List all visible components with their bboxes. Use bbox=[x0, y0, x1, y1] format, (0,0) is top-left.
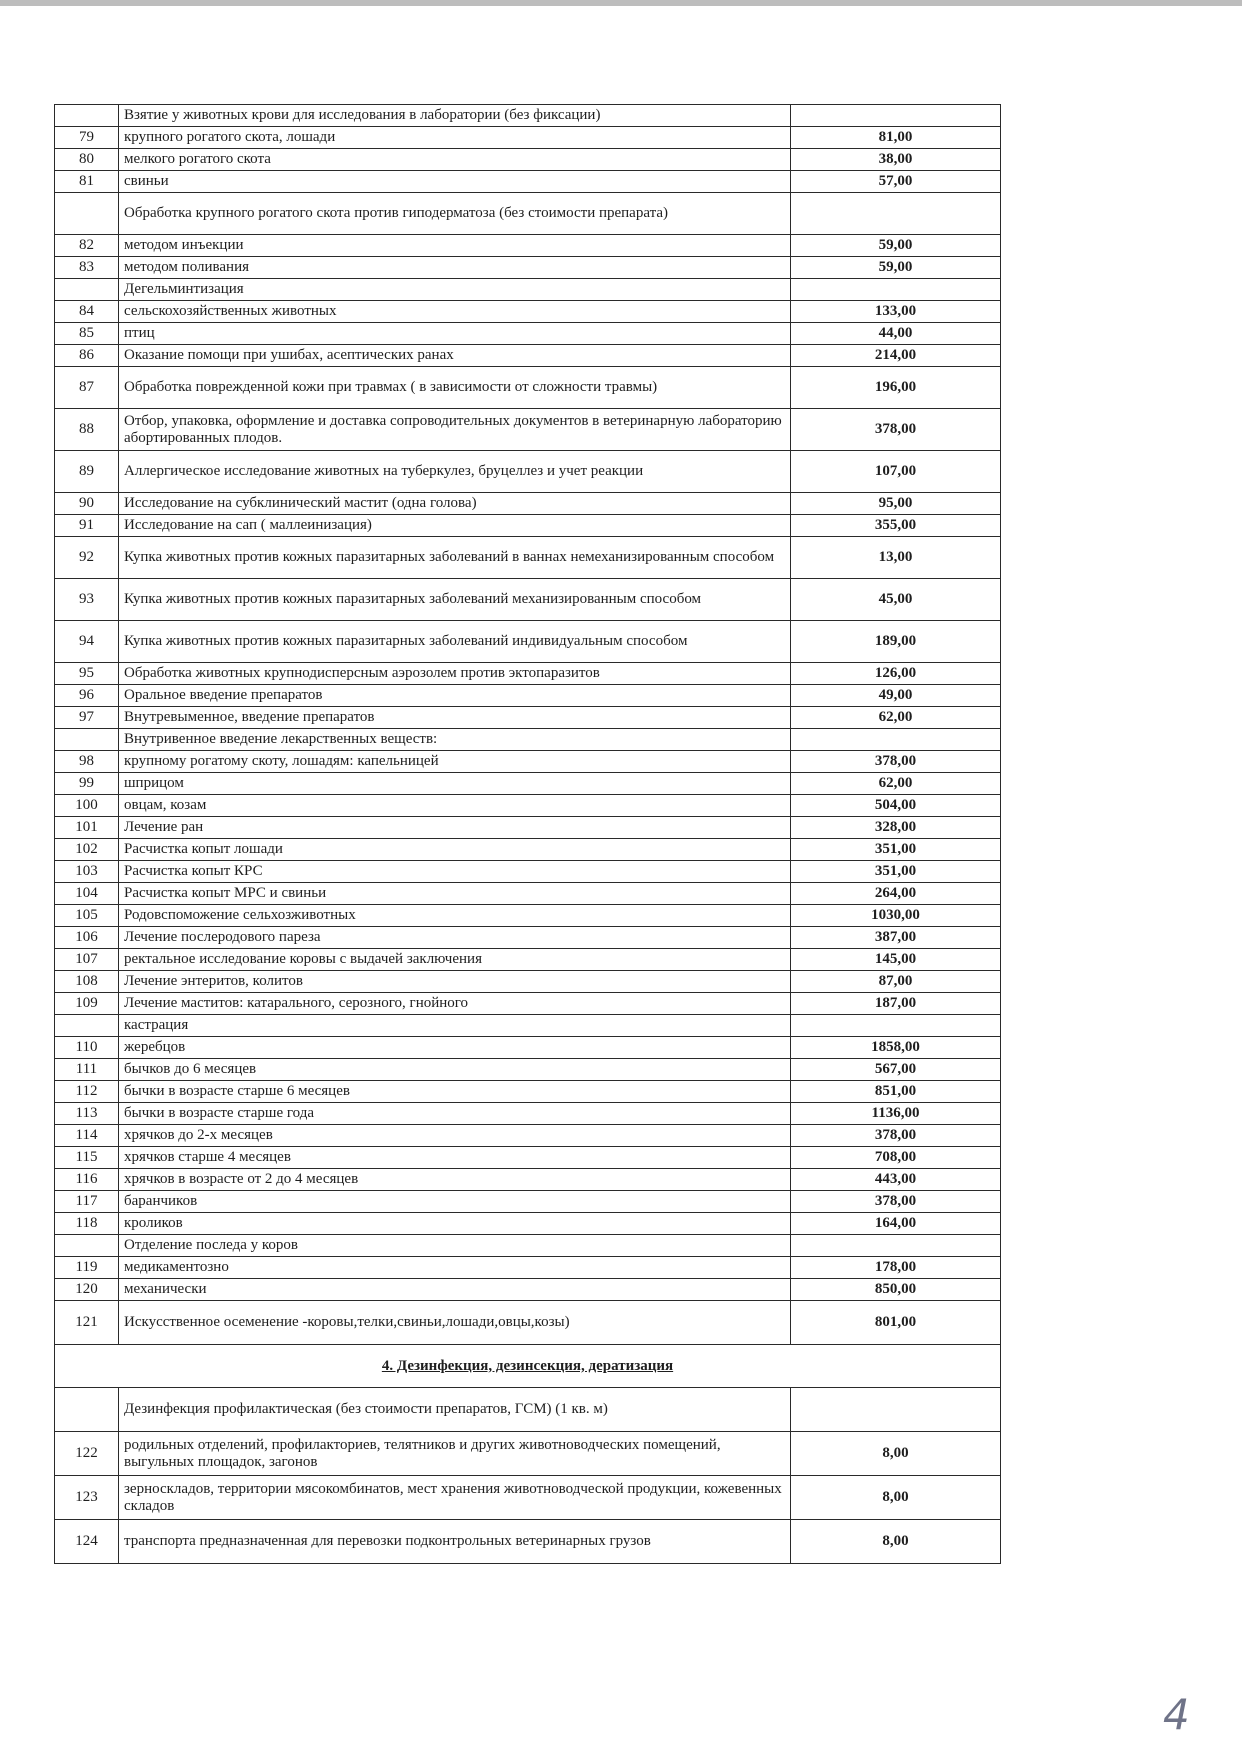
table-row bbox=[55, 927, 1001, 949]
table-row bbox=[55, 279, 1001, 301]
table-row bbox=[55, 1147, 1001, 1169]
row-number bbox=[55, 1015, 119, 1037]
service-price bbox=[791, 1235, 1001, 1257]
service-name: методом инъекции bbox=[119, 235, 791, 257]
service-name: шприцом bbox=[119, 773, 791, 795]
table-row bbox=[55, 1059, 1001, 1081]
service-name: Расчистка копыт МРС и свиньи bbox=[119, 883, 791, 905]
service-name: транспорта предназначенная для перевозки подконтрольных ветеринарных грузов bbox=[119, 1520, 791, 1564]
table-row bbox=[55, 663, 1001, 685]
table-row bbox=[55, 1432, 1001, 1476]
row-number bbox=[55, 1235, 119, 1257]
row-number: 96 bbox=[55, 685, 119, 707]
service-name: Лечение энтеритов, колитов bbox=[119, 971, 791, 993]
service-name: кроликов bbox=[119, 1213, 791, 1235]
table-row bbox=[55, 323, 1001, 345]
table-row bbox=[55, 1388, 1001, 1432]
row-number: 106 bbox=[55, 927, 119, 949]
service-price: 378,00 bbox=[791, 1125, 1001, 1147]
service-name: медикаментозно bbox=[119, 1257, 791, 1279]
service-name: Отделение последа у коров bbox=[119, 1235, 791, 1257]
row-number bbox=[55, 105, 119, 127]
service-name: крупному рогатому скоту, лошадям: капельницей bbox=[119, 751, 791, 773]
row-number: 86 bbox=[55, 345, 119, 367]
service-name: родильных отделений, профилакториев, телятников и других животноводческих помещений, выгульных площадок, загонов bbox=[119, 1432, 791, 1476]
row-number bbox=[55, 193, 119, 235]
service-name: Обработка поврежденной кожи при травмах ( в зависимости от сложности травмы) bbox=[119, 367, 791, 409]
service-price: 59,00 bbox=[791, 257, 1001, 279]
service-price: 164,00 bbox=[791, 1213, 1001, 1235]
row-number: 100 bbox=[55, 795, 119, 817]
table-row bbox=[55, 883, 1001, 905]
service-name: Исследование на сап ( маллеинизация) bbox=[119, 515, 791, 537]
service-name: овцам, козам bbox=[119, 795, 791, 817]
service-name: жеребцов bbox=[119, 1037, 791, 1059]
service-price: 13,00 bbox=[791, 537, 1001, 579]
row-number: 90 bbox=[55, 493, 119, 515]
row-number: 82 bbox=[55, 235, 119, 257]
service-name: Обработка крупного рогатого скота против гиподерматоза (без стоимости препарата) bbox=[119, 193, 791, 235]
service-name: Купка животных против кожных паразитарных заболеваний индивидуальным способом bbox=[119, 621, 791, 663]
service-name: сельскохозяйственных животных bbox=[119, 301, 791, 323]
table-row bbox=[55, 1103, 1001, 1125]
row-number: 101 bbox=[55, 817, 119, 839]
service-price: 57,00 bbox=[791, 171, 1001, 193]
service-price: 850,00 bbox=[791, 1279, 1001, 1301]
table-row bbox=[55, 1169, 1001, 1191]
service-name: мелкого рогатого скота bbox=[119, 149, 791, 171]
table-row bbox=[55, 537, 1001, 579]
row-number: 83 bbox=[55, 257, 119, 279]
table-row bbox=[55, 751, 1001, 773]
service-name: хрячков в возрасте от 2 до 4 месяцев bbox=[119, 1169, 791, 1191]
table-row bbox=[55, 451, 1001, 493]
table-row bbox=[55, 367, 1001, 409]
table-row bbox=[55, 149, 1001, 171]
service-name: Внутревыменное, введение препаратов bbox=[119, 707, 791, 729]
table-row bbox=[55, 1301, 1001, 1345]
service-name: Оральное введение препаратов bbox=[119, 685, 791, 707]
table-row bbox=[55, 839, 1001, 861]
row-number: 94 bbox=[55, 621, 119, 663]
row-number: 79 bbox=[55, 127, 119, 149]
table-row bbox=[55, 621, 1001, 663]
service-name: бычки в возрасте старше 6 месяцев bbox=[119, 1081, 791, 1103]
table-row bbox=[55, 127, 1001, 149]
table-row bbox=[55, 1037, 1001, 1059]
service-price: 133,00 bbox=[791, 301, 1001, 323]
table-row bbox=[55, 1476, 1001, 1520]
row-number: 124 bbox=[55, 1520, 119, 1564]
service-price: 62,00 bbox=[791, 707, 1001, 729]
service-name: хрячков до 2-х месяцев bbox=[119, 1125, 791, 1147]
row-number: 91 bbox=[55, 515, 119, 537]
row-number: 88 bbox=[55, 409, 119, 451]
service-price: 264,00 bbox=[791, 883, 1001, 905]
service-price: 62,00 bbox=[791, 773, 1001, 795]
service-price: 87,00 bbox=[791, 971, 1001, 993]
table-row bbox=[55, 193, 1001, 235]
service-name: Дезинфекция профилактическая (без стоимости препаратов, ГСМ) (1 кв. м) bbox=[119, 1388, 791, 1432]
row-number: 123 bbox=[55, 1476, 119, 1520]
row-number: 87 bbox=[55, 367, 119, 409]
table-row bbox=[55, 1235, 1001, 1257]
row-number: 117 bbox=[55, 1191, 119, 1213]
service-price: 8,00 bbox=[791, 1520, 1001, 1564]
table-row bbox=[55, 257, 1001, 279]
row-number: 121 bbox=[55, 1301, 119, 1345]
table-row bbox=[55, 1125, 1001, 1147]
table-row bbox=[55, 515, 1001, 537]
service-price: 355,00 bbox=[791, 515, 1001, 537]
table-row bbox=[55, 301, 1001, 323]
row-number bbox=[55, 1388, 119, 1432]
service-price: 107,00 bbox=[791, 451, 1001, 493]
service-name: хрячков старше 4 месяцев bbox=[119, 1147, 791, 1169]
service-price: 351,00 bbox=[791, 861, 1001, 883]
row-number: 111 bbox=[55, 1059, 119, 1081]
service-name: Лечение ран bbox=[119, 817, 791, 839]
service-price: 49,00 bbox=[791, 685, 1001, 707]
row-number: 102 bbox=[55, 839, 119, 861]
service-name: бычков до 6 месяцев bbox=[119, 1059, 791, 1081]
table-row bbox=[55, 235, 1001, 257]
service-price: 378,00 bbox=[791, 1191, 1001, 1213]
row-number: 99 bbox=[55, 773, 119, 795]
service-name: Искусственное осеменение -коровы,телки,свиньи,лошади,овцы,козы) bbox=[119, 1301, 791, 1345]
service-price bbox=[791, 105, 1001, 127]
service-price: 126,00 bbox=[791, 663, 1001, 685]
table-row bbox=[55, 905, 1001, 927]
row-number: 95 bbox=[55, 663, 119, 685]
service-name: Расчистка копыт лошади bbox=[119, 839, 791, 861]
row-number: 107 bbox=[55, 949, 119, 971]
row-number: 98 bbox=[55, 751, 119, 773]
table-row bbox=[55, 707, 1001, 729]
row-number: 80 bbox=[55, 149, 119, 171]
service-name: Отбор, упаковка, оформление и доставка сопроводительных документов в ветеринарную лабораторию абортированных плодов. bbox=[119, 409, 791, 451]
table-row bbox=[55, 105, 1001, 127]
row-number: 108 bbox=[55, 971, 119, 993]
service-name: Аллергическое исследование животных на туберкулез, бруцеллез и учет реакции bbox=[119, 451, 791, 493]
service-price: 38,00 bbox=[791, 149, 1001, 171]
row-number: 112 bbox=[55, 1081, 119, 1103]
price-list-table bbox=[54, 104, 1000, 1564]
service-name: Взятие у животных крови для исследования в лаборатории (без фиксации) bbox=[119, 105, 791, 127]
service-name: бычки в возрасте старше года bbox=[119, 1103, 791, 1125]
table-row bbox=[55, 1015, 1001, 1037]
row-number: 84 bbox=[55, 301, 119, 323]
row-number: 120 bbox=[55, 1279, 119, 1301]
service-price: 178,00 bbox=[791, 1257, 1001, 1279]
service-price: 328,00 bbox=[791, 817, 1001, 839]
service-price: 387,00 bbox=[791, 927, 1001, 949]
service-price bbox=[791, 729, 1001, 751]
row-number: 89 bbox=[55, 451, 119, 493]
table-row bbox=[55, 171, 1001, 193]
service-price: 81,00 bbox=[791, 127, 1001, 149]
row-number: 115 bbox=[55, 1147, 119, 1169]
service-price: 351,00 bbox=[791, 839, 1001, 861]
service-price: 95,00 bbox=[791, 493, 1001, 515]
service-name: Лечение послеродового пареза bbox=[119, 927, 791, 949]
table-row bbox=[55, 949, 1001, 971]
section-title: 4. Дезинфекция, дезинсекция, дератизация bbox=[55, 1345, 1001, 1388]
row-number: 92 bbox=[55, 537, 119, 579]
row-number: 103 bbox=[55, 861, 119, 883]
table-row bbox=[55, 861, 1001, 883]
scan-top-edge bbox=[0, 0, 1242, 6]
service-name: Внутривенное введение лекарственных веществ: bbox=[119, 729, 791, 751]
service-price: 801,00 bbox=[791, 1301, 1001, 1345]
service-name: птиц bbox=[119, 323, 791, 345]
table-row bbox=[55, 1081, 1001, 1103]
service-price: 851,00 bbox=[791, 1081, 1001, 1103]
service-name: Купка животных против кожных паразитарных заболеваний в ваннах немеханизированным способом bbox=[119, 537, 791, 579]
table-row bbox=[55, 993, 1001, 1015]
service-price: 145,00 bbox=[791, 949, 1001, 971]
service-price bbox=[791, 1015, 1001, 1037]
service-name: Лечение маститов: катарального, серозного, гнойного bbox=[119, 993, 791, 1015]
table-row bbox=[55, 795, 1001, 817]
table-row bbox=[55, 493, 1001, 515]
service-price: 44,00 bbox=[791, 323, 1001, 345]
service-name: крупного рогатого скота, лошади bbox=[119, 127, 791, 149]
table-row bbox=[55, 1191, 1001, 1213]
table-body bbox=[55, 105, 1001, 1564]
service-price: 567,00 bbox=[791, 1059, 1001, 1081]
table-row bbox=[55, 685, 1001, 707]
service-name: Родовспоможение сельхозживотных bbox=[119, 905, 791, 927]
row-number: 97 bbox=[55, 707, 119, 729]
service-price bbox=[791, 279, 1001, 301]
table-row bbox=[55, 409, 1001, 451]
service-price: 189,00 bbox=[791, 621, 1001, 663]
table-row bbox=[55, 1279, 1001, 1301]
row-number: 110 bbox=[55, 1037, 119, 1059]
row-number: 104 bbox=[55, 883, 119, 905]
service-name: Оказание помощи при ушибах, асептических ранах bbox=[119, 345, 791, 367]
service-price: 708,00 bbox=[791, 1147, 1001, 1169]
table-row bbox=[55, 971, 1001, 993]
service-price: 504,00 bbox=[791, 795, 1001, 817]
row-number bbox=[55, 279, 119, 301]
service-name: зерноскладов, территории мясокомбинатов, мест хранения животноводческой продукции, кожевенных складов bbox=[119, 1476, 791, 1520]
service-price: 378,00 bbox=[791, 409, 1001, 451]
row-number: 109 bbox=[55, 993, 119, 1015]
row-number: 114 bbox=[55, 1125, 119, 1147]
service-price: 187,00 bbox=[791, 993, 1001, 1015]
service-price: 1136,00 bbox=[791, 1103, 1001, 1125]
table-row bbox=[55, 1520, 1001, 1564]
service-name: механически bbox=[119, 1279, 791, 1301]
service-name: кастрация bbox=[119, 1015, 791, 1037]
service-name: баранчиков bbox=[119, 1191, 791, 1213]
service-price: 378,00 bbox=[791, 751, 1001, 773]
row-number: 81 bbox=[55, 171, 119, 193]
service-price: 443,00 bbox=[791, 1169, 1001, 1191]
service-price: 59,00 bbox=[791, 235, 1001, 257]
row-number: 93 bbox=[55, 579, 119, 621]
service-price bbox=[791, 193, 1001, 235]
table-row bbox=[55, 579, 1001, 621]
service-price bbox=[791, 1388, 1001, 1432]
service-price: 196,00 bbox=[791, 367, 1001, 409]
service-name: свиньи bbox=[119, 171, 791, 193]
service-name: Дегельминтизация bbox=[119, 279, 791, 301]
service-price: 214,00 bbox=[791, 345, 1001, 367]
service-name: методом поливания bbox=[119, 257, 791, 279]
row-number: 116 bbox=[55, 1169, 119, 1191]
service-name: Расчистка копыт КРС bbox=[119, 861, 791, 883]
row-number: 105 bbox=[55, 905, 119, 927]
table-row bbox=[55, 729, 1001, 751]
table-row bbox=[55, 1257, 1001, 1279]
service-price: 1030,00 bbox=[791, 905, 1001, 927]
service-price: 1858,00 bbox=[791, 1037, 1001, 1059]
table-row bbox=[55, 817, 1001, 839]
row-number: 85 bbox=[55, 323, 119, 345]
service-name: Исследование на субклинический мастит (одна голова) bbox=[119, 493, 791, 515]
service-price: 8,00 bbox=[791, 1432, 1001, 1476]
row-number: 119 bbox=[55, 1257, 119, 1279]
row-number: 113 bbox=[55, 1103, 119, 1125]
row-number bbox=[55, 729, 119, 751]
section-heading-row bbox=[55, 1345, 1001, 1388]
table-row bbox=[55, 345, 1001, 367]
service-price: 45,00 bbox=[791, 579, 1001, 621]
service-name: Купка животных против кожных паразитарных заболеваний механизированным способом bbox=[119, 579, 791, 621]
table-row bbox=[55, 773, 1001, 795]
table-row bbox=[55, 1213, 1001, 1235]
row-number: 118 bbox=[55, 1213, 119, 1235]
service-price: 8,00 bbox=[791, 1476, 1001, 1520]
service-name: Обработка животных крупнодисперсным аэрозолем против эктопаразитов bbox=[119, 663, 791, 685]
page-number: 4 bbox=[1163, 1690, 1190, 1739]
service-name: ректальное исследование коровы с выдачей заключения bbox=[119, 949, 791, 971]
row-number: 122 bbox=[55, 1432, 119, 1476]
